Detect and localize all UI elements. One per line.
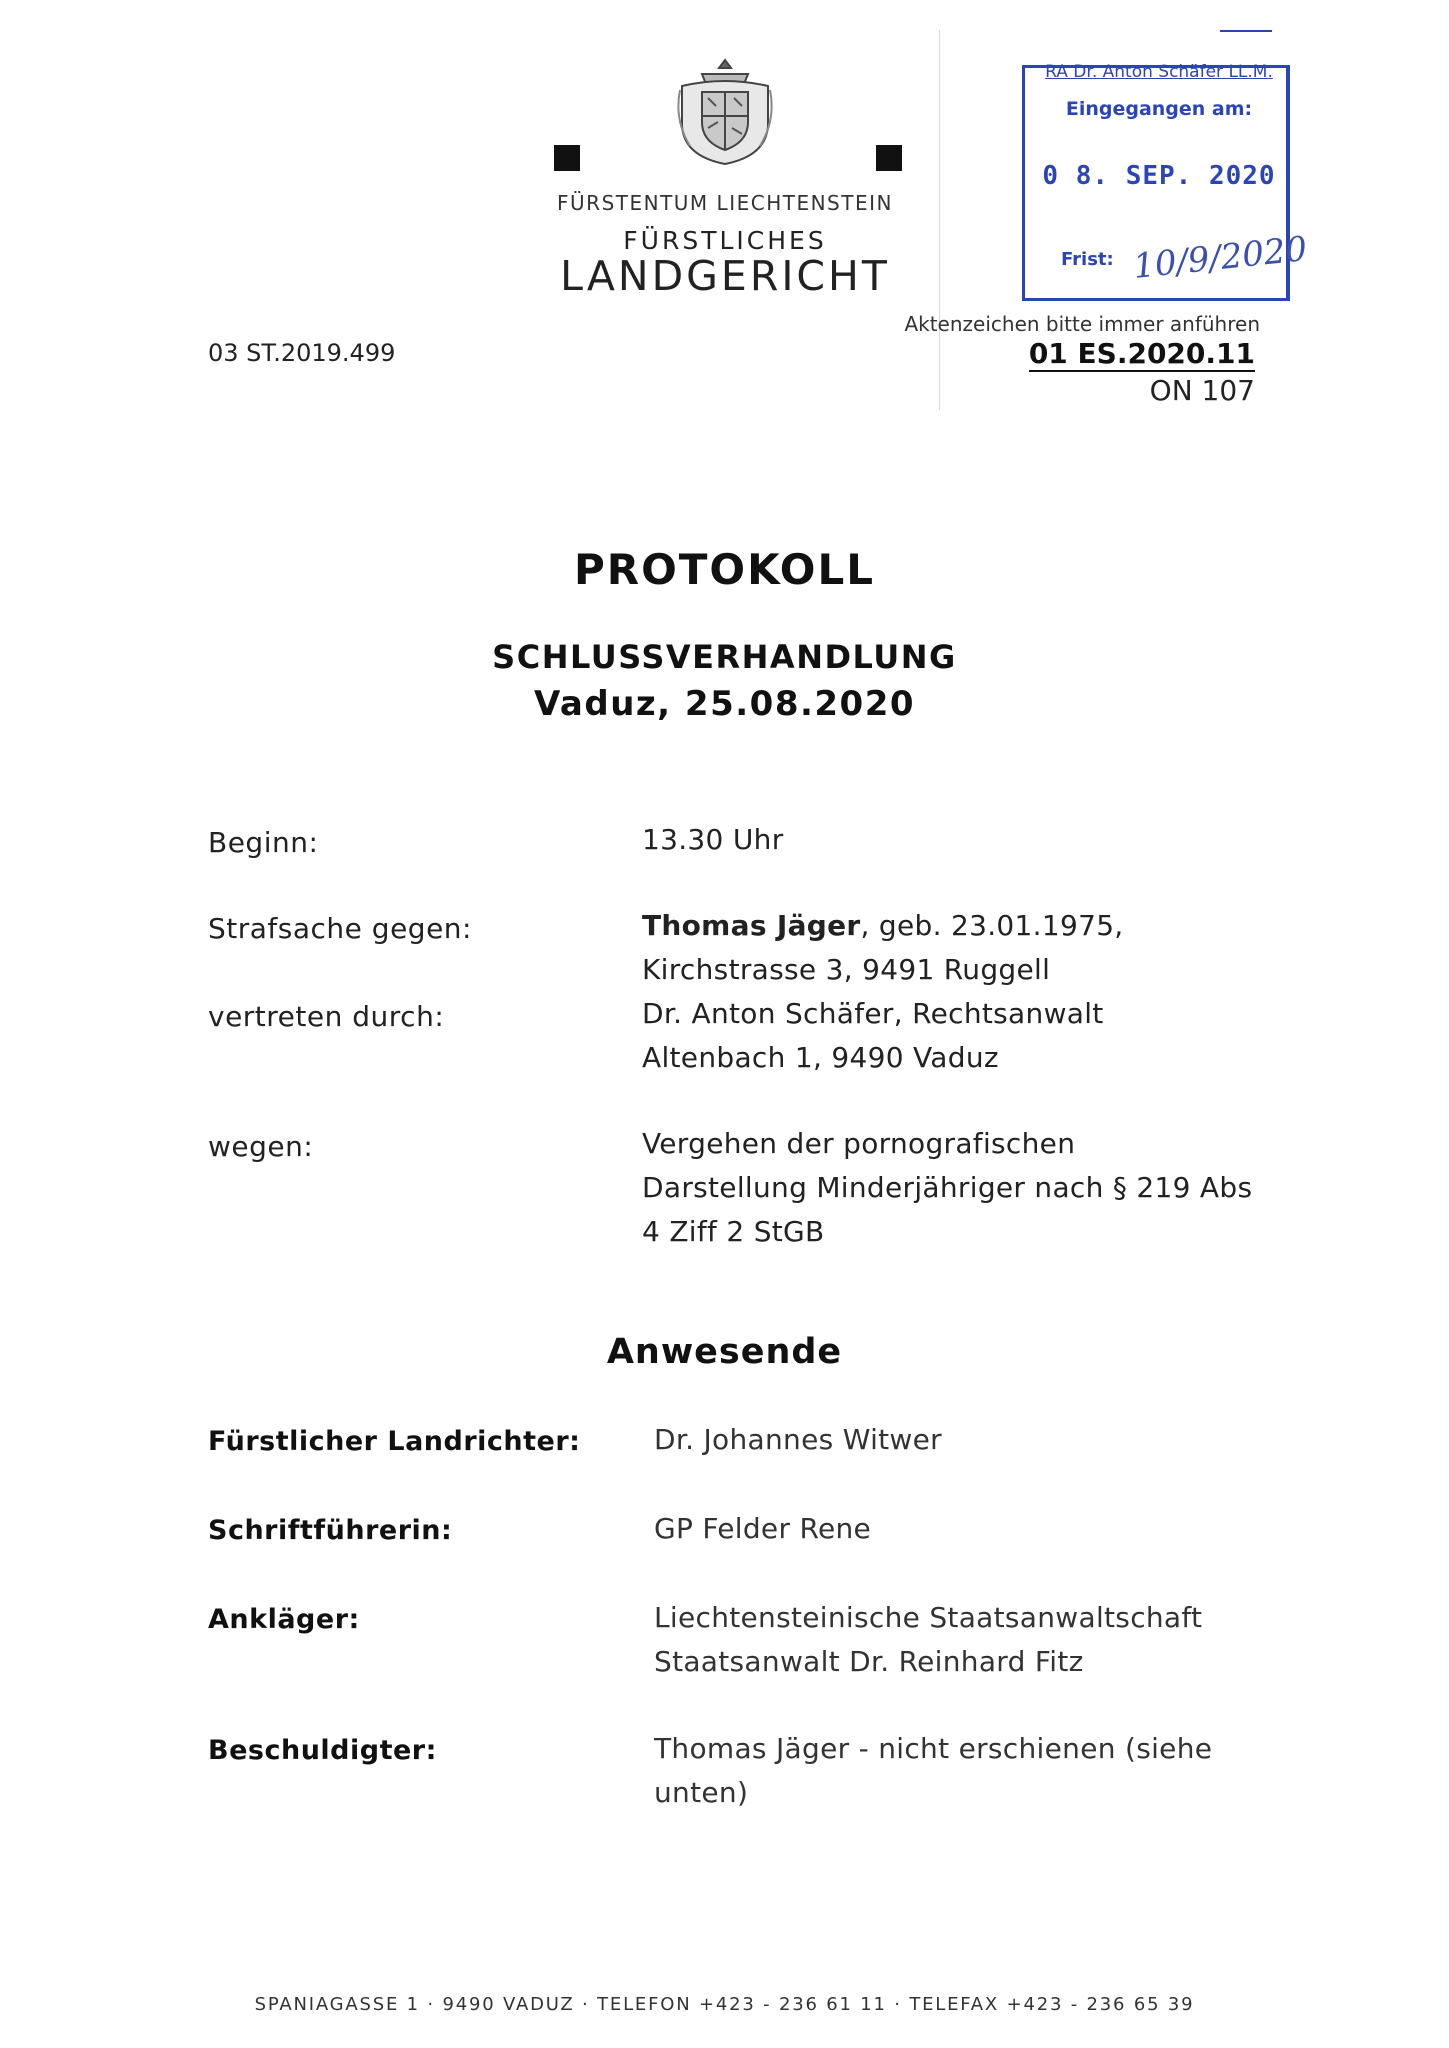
stamp-holder: RA Dr. Anton Schäfer LL.M.: [1045, 62, 1273, 82]
accused-line: [642, 904, 1282, 948]
anwesende-heading: Anwesende: [606, 1332, 843, 1372]
beginn-label: Beginn:: [208, 826, 319, 859]
file-reference-main-text: 01 ES.2020.11: [1028, 337, 1255, 370]
beschuldigter-line: Thomas Jäger - nicht erschienen (siehe: [654, 1732, 1213, 1765]
stamp-date: 0 8. SEP. 2020: [1042, 161, 1276, 191]
stamp-top-line: [1220, 30, 1272, 32]
lawyer-address: Altenbach 1, 9490 Vaduz: [642, 1041, 999, 1074]
wegen-label: wegen:: [208, 1130, 314, 1163]
received-stamp: [1022, 62, 1309, 301]
stamp-received-label: Eingegangen am:: [1065, 98, 1253, 120]
decorative-square: [554, 145, 580, 171]
beschuldigter-label: Beschuldigter:: [208, 1735, 437, 1766]
wegen-line: Darstellung Minderjähriger nach § 219 Abs: [642, 1171, 1253, 1204]
richter-value: Dr. Johannes Witwer: [654, 1423, 942, 1456]
country-name: FÜRSTENTUM LIECHTENSTEIN: [557, 191, 893, 215]
anklaeger-label: Ankläger:: [208, 1604, 360, 1635]
accused-name: Thomas Jäger: [642, 909, 861, 942]
beginn-value: 13.30 Uhr: [642, 823, 784, 856]
coat-of-arms-icon: [672, 56, 778, 166]
schriftfuehrerin-value: GP Felder Rene: [654, 1512, 872, 1545]
strafsache-label: Strafsache gegen:: [208, 912, 472, 945]
document-subtitle: SCHLUSSVERHANDLUNG: [492, 638, 957, 676]
accused-address: Kirchstrasse 3, 9491 Ruggell: [642, 953, 1051, 986]
wegen-block: [642, 1122, 1282, 1254]
vertreten-label: vertreten durch:: [208, 1000, 445, 1033]
file-reference-main: [1000, 337, 1255, 370]
beschuldigter-line: unten): [654, 1776, 749, 1809]
fold-line: [939, 30, 940, 410]
file-reference-left: 03 ST.2019.499: [208, 339, 396, 367]
anklaeger-line: Staatsanwalt Dr. Reinhard Fitz: [654, 1645, 1084, 1678]
document-place-date: Vaduz, 25.08.2020: [533, 684, 916, 724]
lawyer-name: Dr. Anton Schäfer, Rechtsanwalt: [642, 997, 1104, 1030]
accused-block: [642, 904, 1282, 1080]
anklaeger-block: [654, 1596, 1274, 1684]
accused-birth: , geb. 23.01.1975,: [860, 909, 1124, 942]
wegen-line: Vergehen der pornografischen: [642, 1127, 1076, 1160]
ordnungsnummer: ON 107: [1149, 374, 1255, 407]
wegen-line: 4 Ziff 2 StGB: [642, 1215, 825, 1248]
stamp-frist-handwritten: 10/9/2020: [1131, 228, 1309, 288]
anklaeger-line: Liechtensteinische Staatsanwaltschaft: [654, 1601, 1203, 1634]
court-name-line1: FÜRSTLICHES: [623, 226, 827, 255]
court-name-line2: LANDGERICHT: [560, 252, 890, 300]
stamp-frist-label: Frist:: [1061, 249, 1114, 270]
beschuldigter-block: [654, 1727, 1274, 1815]
schriftfuehrerin-label: Schriftführerin:: [208, 1515, 453, 1546]
richter-label: Fürstlicher Landrichter:: [208, 1426, 581, 1457]
decorative-square: [876, 145, 902, 171]
document-title: PROTOKOLL: [573, 545, 876, 594]
footer-address: SPANIAGASSE 1 · 9490 VADUZ · TELEFON +423 - 236 61 11 · TELEFAX +423 - 236 65 39: [254, 1994, 1195, 2015]
reference-note: Aktenzeichen bitte immer anführen: [904, 312, 1260, 336]
